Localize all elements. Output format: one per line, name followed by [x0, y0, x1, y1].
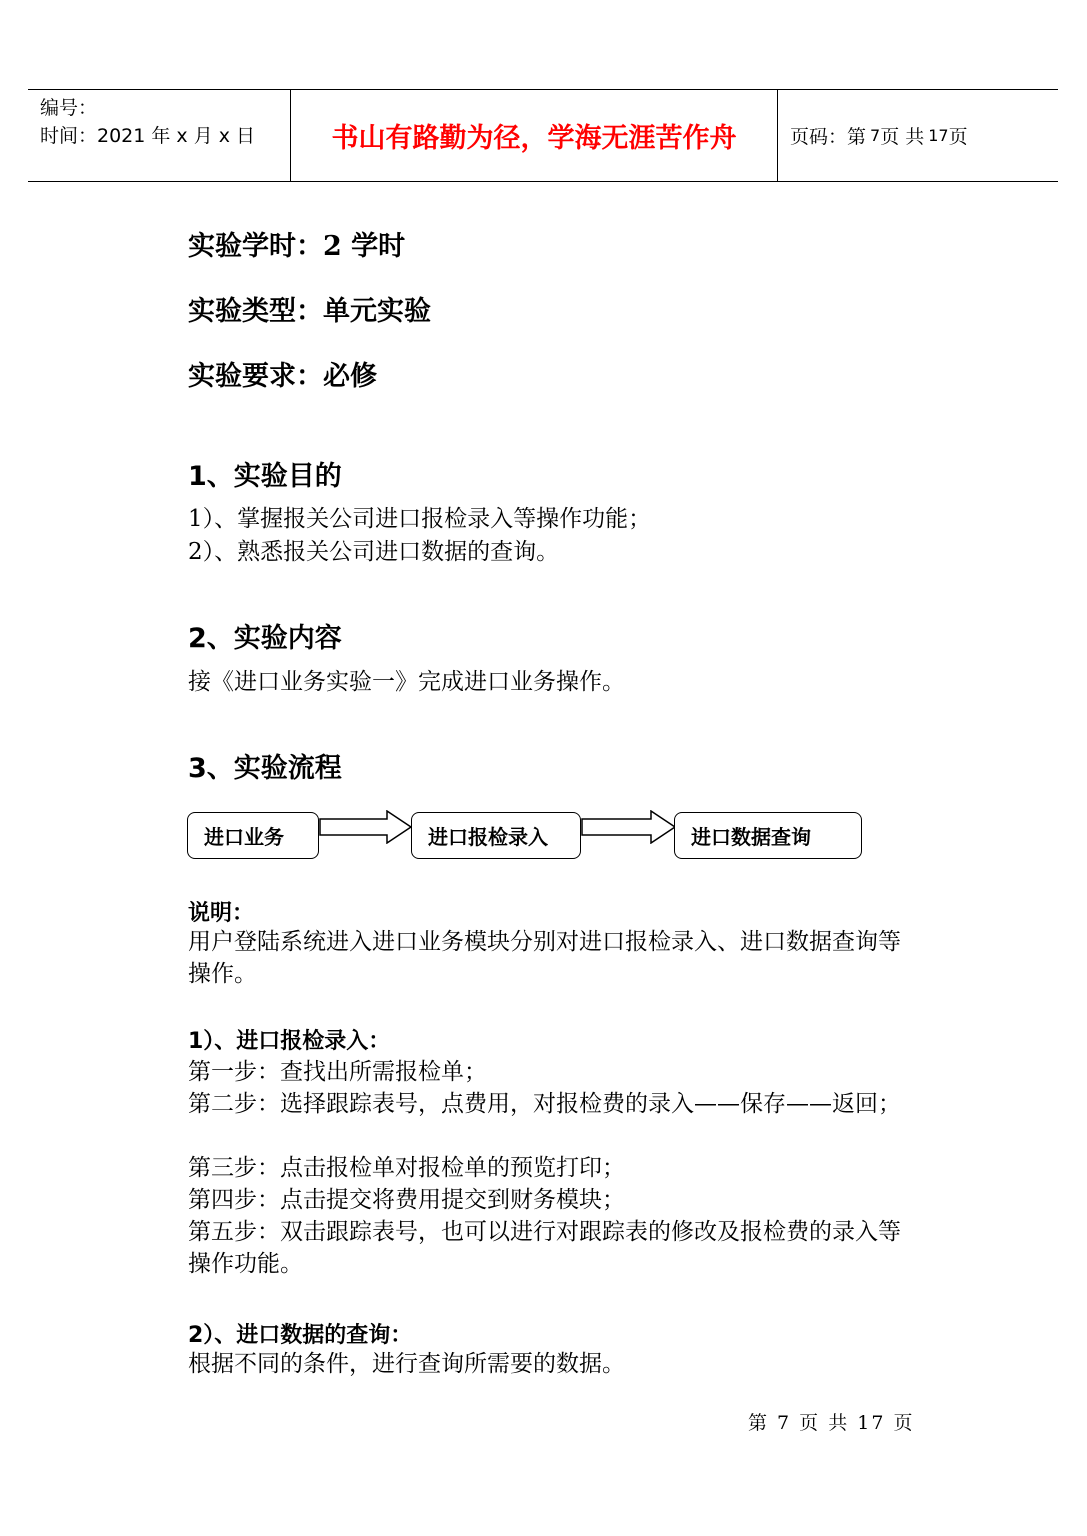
page-footer: 第 7 页 共 17 页 [748, 1412, 915, 1434]
experiment-type: 实验类型：单元实验 [188, 296, 431, 327]
header-left-cell [28, 90, 290, 181]
step-item: 第四步：点击提交将费用提交到财务模块； [188, 1187, 625, 1213]
section-2-text: 接《进口业务实验一》完成进口业务操作。 [188, 669, 625, 695]
flow-step-data-query: 进口数据查询 [674, 812, 862, 859]
explanation-text: 用户登陆系统进入进口业务模块分别对进口报检录入、进口数据查询等操作。 [188, 929, 901, 987]
explanation-label: 说明： [188, 901, 255, 926]
step-item: 第五步：双击跟踪表号，也可以进行对跟踪表的修改及报检费的录入等操作功能。 [188, 1219, 901, 1277]
step-item: 第二步：选择跟踪表号，点费用，对报检费的录入——保存——返回； [188, 1091, 901, 1117]
section-2-title: 2、实验内容 [188, 623, 342, 654]
part-2-title: 2）、进口数据的查询： [188, 1323, 413, 1348]
part-2-text: 根据不同的条件，进行查询所需要的数据。 [188, 1351, 625, 1377]
flow-step-import-business: 进口业务 [187, 812, 319, 859]
section-1-item: 1）、掌握报关公司进口报检录入等操作功能； [188, 506, 652, 532]
flow-step-inspection-entry: 进口报检录入 [411, 812, 581, 859]
part-1-title: 1）、进口报检录入： [188, 1029, 391, 1054]
page-label-suffix: 页 [948, 126, 968, 148]
page-total: 17 [928, 126, 949, 145]
step-item: 第三步：点击报检单对报检单的预览打印； [188, 1155, 625, 1181]
page-label-prefix: 页码：第 [790, 126, 867, 148]
number-label: 编号： [40, 97, 98, 119]
header-motto: 书山有路勤为径，学海无涯苦作舟 [290, 90, 778, 181]
experiment-hours: 实验学时：2 学时 [188, 231, 406, 262]
flow-arrow-icon [319, 810, 413, 844]
section-3-title: 3、实验流程 [188, 753, 342, 784]
header-page-info [778, 90, 1058, 181]
time-label: 时间：2021 年 x 月 x 日 [40, 125, 256, 147]
page-label-mid: 页 共 [880, 126, 925, 148]
section-1-title: 1、实验目的 [188, 461, 342, 492]
section-1-item: 2）、熟悉报关公司进口数据的查询。 [188, 539, 560, 565]
experiment-requirement: 实验要求：必修 [188, 361, 377, 392]
page-current: 7 [870, 126, 881, 145]
page-header [28, 89, 1058, 182]
step-item: 第一步：查找出所需报检单； [188, 1059, 487, 1085]
flow-arrow-icon [581, 810, 677, 844]
